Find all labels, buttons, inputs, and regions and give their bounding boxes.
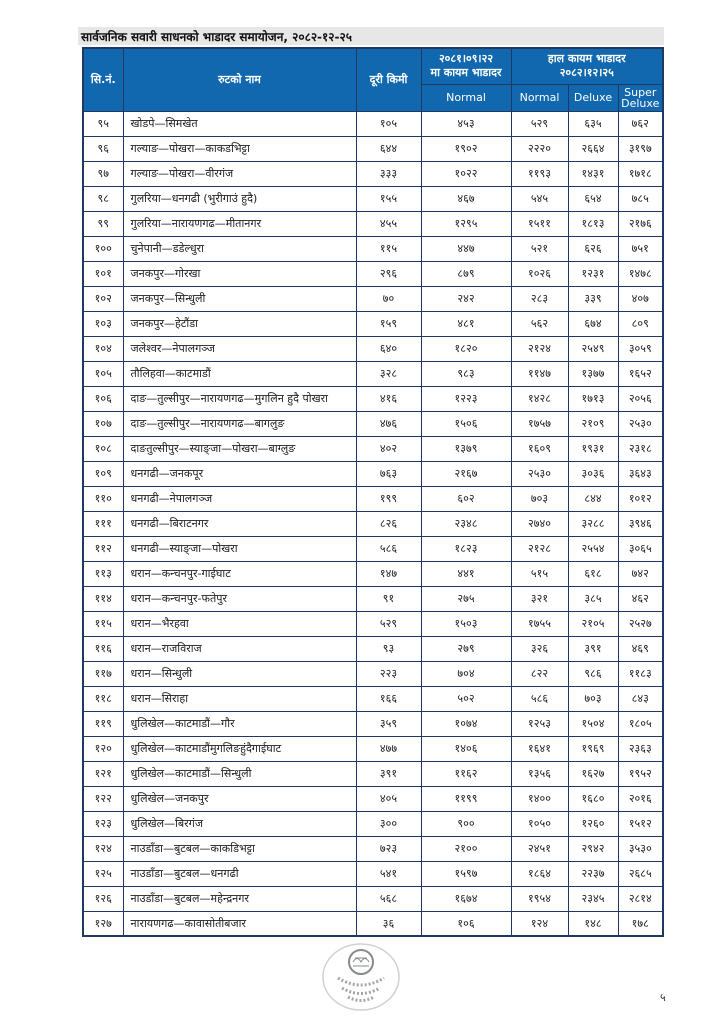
route-cell: धुलिखेल—काटमाडौं—सिन्धुली [123, 761, 356, 786]
table-row [83, 136, 663, 161]
distance-cell: ३६ [356, 911, 421, 936]
normal-fare-cell: १५११ [511, 211, 568, 236]
old-fare-header-line1: २०८१।०९।२२ [438, 52, 494, 66]
table-row [83, 811, 663, 836]
deluxe-fare-cell: १४८ [568, 911, 618, 936]
old-normal-fare-cell: १०२२ [421, 161, 511, 186]
deluxe-fare-cell: ३२८८ [568, 511, 618, 536]
deluxe-fare-cell: १६२७ [568, 761, 618, 786]
deluxe-fare-cell: १९३१ [568, 436, 618, 461]
normal-subheader: Normal [511, 84, 568, 111]
serial-cell: १२१ [83, 761, 123, 786]
normal-fare-cell: २१२८ [511, 536, 568, 561]
serial-cell: १०६ [83, 386, 123, 411]
official-stamp [320, 940, 402, 1014]
deluxe-fare-cell: ३०३६ [568, 461, 618, 486]
super-deluxe-fare-cell: ७६२ [618, 111, 663, 136]
route-cell: दाङ—तुल्सीपुर—नारायणगढ—मुगलिन हुदै पोखरा [123, 386, 356, 411]
super-deluxe-fare-cell: २१७६ [618, 211, 663, 236]
normal-fare-cell: १६४१ [511, 736, 568, 761]
old-normal-fare-cell: २१६७ [421, 461, 511, 486]
table-row [83, 511, 663, 536]
route-cell: गल्याङ—पोखरा—वीरगंज [123, 161, 356, 186]
old-normal-fare-cell: २४२ [421, 286, 511, 311]
table-row [83, 286, 663, 311]
table-row [83, 636, 663, 661]
normal-fare-cell: १३५६ [511, 761, 568, 786]
fare-table [82, 47, 664, 937]
route-cell: जनकपुर—हेटौंडा [123, 311, 356, 336]
distance-cell: ९३ [356, 636, 421, 661]
old-normal-fare-cell: २३४८ [421, 511, 511, 536]
deluxe-fare-cell: २६६४ [568, 136, 618, 161]
route-cell: धरान—कन्चनपुर-गाईघाट [123, 561, 356, 586]
super-deluxe-fare-cell: ४०७ [618, 286, 663, 311]
deluxe-fare-cell: ६३५ [568, 111, 618, 136]
distance-cell: १४७ [356, 561, 421, 586]
super-deluxe-fare-cell: १०१२ [618, 486, 663, 511]
old-normal-fare-cell: ११९९ [421, 786, 511, 811]
distance-cell: ५२९ [356, 611, 421, 636]
old-normal-fare-cell: १८२३ [421, 536, 511, 561]
route-cell: धरान—सिन्धुली [123, 661, 356, 686]
normal-fare-cell: ११९३ [511, 161, 568, 186]
normal-fare-cell: १२४ [511, 911, 568, 936]
distance-cell: १५५ [356, 186, 421, 211]
old-normal-fare-cell: १५९७ [421, 861, 511, 886]
serial-cell: ९६ [83, 136, 123, 161]
old-fare-header-line2: मा कायम भाडादर [430, 66, 502, 80]
table-row [83, 111, 663, 136]
distance-cell: ७० [356, 286, 421, 311]
table-row [83, 311, 663, 336]
serial-cell: १०२ [83, 286, 123, 311]
normal-fare-cell: १६०९ [511, 436, 568, 461]
normal-fare-cell: २८३ [511, 286, 568, 311]
table-row [83, 186, 663, 211]
normal-fare-cell: १४०० [511, 786, 568, 811]
deluxe-fare-cell: २१०९ [568, 411, 618, 436]
table-row [83, 236, 663, 261]
super-deluxe-fare-cell: २३६३ [618, 736, 663, 761]
distance-cell: ६४० [356, 336, 421, 361]
title-bar [78, 27, 664, 45]
distance-header: दूरी किमी [356, 48, 421, 111]
super-deluxe-fare-cell: २०१६ [618, 786, 663, 811]
super-deluxe-fare-cell: १५१२ [618, 811, 663, 836]
serial-cell: १०७ [83, 411, 123, 436]
super-deluxe-fare-cell: १८०५ [618, 711, 663, 736]
serial-cell: ९५ [83, 111, 123, 136]
deluxe-fare-cell: ६१८ [568, 561, 618, 586]
deluxe-fare-cell: ९८६ [568, 661, 618, 686]
distance-cell: ५४१ [356, 861, 421, 886]
serial-cell: १०८ [83, 436, 123, 461]
old-normal-fare-cell: ४४७ [421, 236, 511, 261]
serial-header: सि.नं. [83, 48, 123, 111]
deluxe-fare-cell: ३९१ [568, 636, 618, 661]
normal-fare-cell: ५२१ [511, 236, 568, 261]
table-row [83, 611, 663, 636]
serial-cell: ११७ [83, 661, 123, 686]
normal-fare-cell: २७४० [511, 511, 568, 536]
super-deluxe-fare-cell: १७१८ [618, 161, 663, 186]
normal-fare-cell: १७५५ [511, 611, 568, 636]
deluxe-fare-cell: २१०५ [568, 611, 618, 636]
normal-fare-cell: ५६२ [511, 311, 568, 336]
distance-cell: ४५५ [356, 211, 421, 236]
page-title: सार्वजनिक सवारी साधनको भाडादर समायोजन, २०८२-१२-२५ [81, 29, 352, 44]
super-deluxe-fare-cell: २०५६ [618, 386, 663, 411]
deluxe-fare-cell: १८१३ [568, 211, 618, 236]
old-normal-fare-cell: ४६७ [421, 186, 511, 211]
old-normal-fare-cell: ९८३ [421, 361, 511, 386]
table-row [83, 911, 663, 936]
route-cell: नाउडाँडा—बुटबल—काकडिभट्टा [123, 836, 356, 861]
normal-fare-cell: १०२६ [511, 261, 568, 286]
serial-cell: ११६ [83, 636, 123, 661]
distance-cell: ४०२ [356, 436, 421, 461]
normal-fare-cell: १४२८ [511, 386, 568, 411]
route-cell: चुनेपानी—डडेल्धुरा [123, 236, 356, 261]
fare-table-body [83, 111, 663, 936]
serial-cell: ९८ [83, 186, 123, 211]
table-row [83, 861, 663, 886]
serial-cell: ११९ [83, 711, 123, 736]
deluxe-fare-cell: ३३९ [568, 286, 618, 311]
deluxe-fare-cell: ६७४ [568, 311, 618, 336]
distance-cell: ३९१ [356, 761, 421, 786]
table-row [83, 486, 663, 511]
distance-cell: ४१६ [356, 386, 421, 411]
super-deluxe-fare-cell: ३१९७ [618, 136, 663, 161]
route-cell: नाउडाँडा—बुटबल—महेन्द्रनगर [123, 886, 356, 911]
old-normal-fare-cell: ७०४ [421, 661, 511, 686]
normal-fare-cell: ५८६ [511, 686, 568, 711]
normal-fare-cell: ५२९ [511, 111, 568, 136]
distance-cell: ५६८ [356, 886, 421, 911]
route-cell: धनगढी—स्याङ्जा—पोखरा [123, 536, 356, 561]
route-cell: नाउडाँडा—बुटबल—धनगढी [123, 861, 356, 886]
serial-cell: १११ [83, 511, 123, 536]
route-cell: खोडपे—सिमखेत [123, 111, 356, 136]
old-normal-fare-cell: ४८१ [421, 311, 511, 336]
normal-fare-cell: १२५३ [511, 711, 568, 736]
serial-cell: ११४ [83, 586, 123, 611]
table-row [83, 661, 663, 686]
normal-fare-cell: ५४५ [511, 186, 568, 211]
deluxe-fare-cell: ७०३ [568, 686, 618, 711]
old-normal-fare-cell: १५०३ [421, 611, 511, 636]
old-normal-fare-cell: २१०० [421, 836, 511, 861]
distance-cell: ७६३ [356, 461, 421, 486]
old-normal-subheader: Normal [421, 84, 511, 111]
normal-fare-cell: ८२२ [511, 661, 568, 686]
route-cell: धनगढी—बिराटनगर [123, 511, 356, 536]
super-deluxe-fare-cell: ११८३ [618, 661, 663, 686]
table-row [83, 836, 663, 861]
distance-cell: १६६ [356, 686, 421, 711]
distance-cell: २९६ [356, 261, 421, 286]
route-cell: नारायणगढ—कावासोतीबजार [123, 911, 356, 936]
old-normal-fare-cell: १२२३ [421, 386, 511, 411]
serial-cell: ११३ [83, 561, 123, 586]
serial-cell: १२२ [83, 786, 123, 811]
table-row [83, 561, 663, 586]
deluxe-fare-cell: १२६० [568, 811, 618, 836]
normal-fare-cell: ३२१ [511, 586, 568, 611]
deluxe-fare-cell: १९६९ [568, 736, 618, 761]
distance-cell: ४७६ [356, 411, 421, 436]
serial-cell: ११२ [83, 536, 123, 561]
table-row [83, 436, 663, 461]
normal-fare-cell: १७५७ [511, 411, 568, 436]
table-row [83, 761, 663, 786]
old-normal-fare-cell: ६०२ [421, 486, 511, 511]
serial-cell: ९९ [83, 211, 123, 236]
serial-cell: १२७ [83, 911, 123, 936]
table-row [83, 886, 663, 911]
table-row [83, 786, 663, 811]
distance-cell: ३५९ [356, 711, 421, 736]
serial-cell: ११८ [83, 686, 123, 711]
super-deluxe-fare-cell: ४६९ [618, 636, 663, 661]
distance-cell: १५९ [356, 311, 421, 336]
serial-cell: १२४ [83, 836, 123, 861]
normal-fare-cell: ३२६ [511, 636, 568, 661]
route-cell: धुलिखेल—बिरगंज [123, 811, 356, 836]
old-normal-fare-cell: १२९५ [421, 211, 511, 236]
normal-fare-cell: १९५४ [511, 886, 568, 911]
distance-cell: ४७७ [356, 736, 421, 761]
serial-cell: १२६ [83, 886, 123, 911]
deluxe-subheader: Deluxe [568, 84, 618, 111]
super-deluxe-fare-cell: ३६४३ [618, 461, 663, 486]
route-cell: तौलिहवा—काटमाडौं [123, 361, 356, 386]
page-number: ५ [660, 991, 666, 1004]
deluxe-fare-cell: २९४२ [568, 836, 618, 861]
deluxe-fare-cell: ६५४ [568, 186, 618, 211]
distance-cell: ३३३ [356, 161, 421, 186]
current-fare-header-line1: हाल कायम भाडादर [547, 52, 626, 66]
super-deluxe-fare-cell: ३०५९ [618, 336, 663, 361]
route-cell: दाङ—तुल्सीपुर—नारायणगढ—बागलुङ [123, 411, 356, 436]
route-cell: धरान—राजविराज [123, 636, 356, 661]
current-fare-header [511, 48, 663, 84]
super-deluxe-fare-cell: ७५१ [618, 236, 663, 261]
deluxe-fare-cell: २३४५ [568, 886, 618, 911]
deluxe-fare-cell: १६८० [568, 786, 618, 811]
old-normal-fare-cell: ८७९ [421, 261, 511, 286]
deluxe-fare-cell: १७१३ [568, 386, 618, 411]
super-deluxe-subheader: Super Deluxe [618, 84, 663, 111]
super-deluxe-fare-cell: २६८५ [618, 861, 663, 886]
normal-fare-cell: १०५० [511, 811, 568, 836]
route-cell: गल्याङ—पोखरा—काकडभिट्टा [123, 136, 356, 161]
old-normal-fare-cell: ४५३ [421, 111, 511, 136]
super-deluxe-fare-cell: ८०९ [618, 311, 663, 336]
table-row [83, 461, 663, 486]
deluxe-fare-cell: ८४४ [568, 486, 618, 511]
deluxe-fare-cell: १३७७ [568, 361, 618, 386]
super-deluxe-fare-cell: २८१४ [618, 886, 663, 911]
old-normal-fare-cell: १८२० [421, 336, 511, 361]
normal-fare-cell: ५१५ [511, 561, 568, 586]
route-header: रुटको नाम [123, 48, 356, 111]
super-deluxe-fare-cell: २३१८ [618, 436, 663, 461]
super-deluxe-fare-cell: १९५२ [618, 761, 663, 786]
current-fare-header-line2: २०८२।१२।२५ [559, 66, 614, 80]
normal-fare-cell: २१२४ [511, 336, 568, 361]
normal-fare-cell: १८६४ [511, 861, 568, 886]
old-normal-fare-cell: १६७४ [421, 886, 511, 911]
table-row [83, 261, 663, 286]
super-deluxe-fare-cell: ३५३० [618, 836, 663, 861]
old-normal-fare-cell: १०६ [421, 911, 511, 936]
table-row [83, 211, 663, 236]
super-deluxe-fare-cell: ४६२ [618, 586, 663, 611]
serial-cell: १०९ [83, 461, 123, 486]
old-normal-fare-cell: १४०६ [421, 736, 511, 761]
route-cell: जनकपुर—सिन्धुली [123, 286, 356, 311]
serial-cell: ११० [83, 486, 123, 511]
distance-cell: ८२६ [356, 511, 421, 536]
header-group-row [83, 48, 663, 84]
super-deluxe-fare-cell: १४७८ [618, 261, 663, 286]
route-cell: जनकपुर—गोरखा [123, 261, 356, 286]
distance-cell: ४०५ [356, 786, 421, 811]
super-deluxe-fare-cell: ३०६५ [618, 536, 663, 561]
deluxe-fare-cell: ३८५ [568, 586, 618, 611]
table-row [83, 686, 663, 711]
super-deluxe-fare-cell: १७८ [618, 911, 663, 936]
normal-fare-cell: २५३० [511, 461, 568, 486]
route-cell: दाङतुल्सीपुर—स्याङ्जा—पोखरा—बाग्लुङ [123, 436, 356, 461]
super-deluxe-fare-cell: ७८५ [618, 186, 663, 211]
old-normal-fare-cell: १५०६ [421, 411, 511, 436]
serial-cell: ९७ [83, 161, 123, 186]
route-cell: गुलरिया—नारायणगढ—मीतानगर [123, 211, 356, 236]
table-row [83, 586, 663, 611]
route-cell: धरान—सिराहा [123, 686, 356, 711]
distance-cell: ९१ [356, 586, 421, 611]
deluxe-fare-cell: २२३७ [568, 861, 618, 886]
old-fare-header [421, 48, 511, 84]
old-normal-fare-cell: १०७४ [421, 711, 511, 736]
distance-cell: १९९ [356, 486, 421, 511]
table-row [83, 161, 663, 186]
super-deluxe-fare-cell: २५२७ [618, 611, 663, 636]
old-normal-fare-cell: १९०२ [421, 136, 511, 161]
old-normal-fare-cell: ११६२ [421, 761, 511, 786]
route-cell: जलेश्वर—नेपालगञ्ज [123, 336, 356, 361]
super-deluxe-fare-cell: २५३० [618, 411, 663, 436]
table-row [83, 361, 663, 386]
table-row [83, 411, 663, 436]
distance-cell: ७२३ [356, 836, 421, 861]
distance-cell: ३२८ [356, 361, 421, 386]
route-cell: धुलिखेल—काटमाडौं—गौर [123, 711, 356, 736]
normal-fare-cell: ११४७ [511, 361, 568, 386]
old-normal-fare-cell: ९०० [421, 811, 511, 836]
route-cell: धुलिखेल—जनकपुर [123, 786, 356, 811]
normal-fare-cell: ७०३ [511, 486, 568, 511]
table-row [83, 711, 663, 736]
serial-cell: १०४ [83, 336, 123, 361]
deluxe-fare-cell: १४३१ [568, 161, 618, 186]
distance-cell: ६४४ [356, 136, 421, 161]
table-row [83, 386, 663, 411]
serial-cell: १२० [83, 736, 123, 761]
normal-fare-cell: २४५१ [511, 836, 568, 861]
deluxe-fare-cell: २५५४ [568, 536, 618, 561]
route-cell: धुलिखेल—काटमाडौंमुगलिङहुंदैगाईघाट [123, 736, 356, 761]
table-row [83, 736, 663, 761]
old-normal-fare-cell: १३७९ [421, 436, 511, 461]
super-deluxe-fare-cell: १६५२ [618, 361, 663, 386]
old-normal-fare-cell: २७९ [421, 636, 511, 661]
deluxe-fare-cell: ६२६ [568, 236, 618, 261]
route-cell: धरान—कन्चनपुर-फतेपुर [123, 586, 356, 611]
route-cell: गुलरिया—धनगढी (भुरीगाउं हुदै) [123, 186, 356, 211]
old-normal-fare-cell: २७५ [421, 586, 511, 611]
distance-cell: ५८६ [356, 536, 421, 561]
old-normal-fare-cell: ४४१ [421, 561, 511, 586]
super-deluxe-fare-cell: ७४२ [618, 561, 663, 586]
old-normal-fare-cell: ५०२ [421, 686, 511, 711]
deluxe-fare-cell: २५४९ [568, 336, 618, 361]
route-cell: धनगढी—नेपालगञ्ज [123, 486, 356, 511]
serial-cell: १०० [83, 236, 123, 261]
deluxe-fare-cell: १५०४ [568, 711, 618, 736]
serial-cell: ११५ [83, 611, 123, 636]
serial-cell: १२५ [83, 861, 123, 886]
distance-cell: ३०० [356, 811, 421, 836]
distance-cell: २२३ [356, 661, 421, 686]
table-row [83, 336, 663, 361]
super-deluxe-fare-cell: ८४३ [618, 686, 663, 711]
table-row [83, 536, 663, 561]
serial-cell: १०५ [83, 361, 123, 386]
serial-cell: १२३ [83, 811, 123, 836]
route-cell: धरान—भैरहवा [123, 611, 356, 636]
route-cell: धनगढी—जनकपूर [123, 461, 356, 486]
deluxe-fare-cell: १२३१ [568, 261, 618, 286]
distance-cell: ११५ [356, 236, 421, 261]
distance-cell: १०५ [356, 111, 421, 136]
normal-fare-cell: २२२० [511, 136, 568, 161]
serial-cell: १०३ [83, 311, 123, 336]
super-deluxe-fare-cell: ३९४६ [618, 511, 663, 536]
serial-cell: १०१ [83, 261, 123, 286]
